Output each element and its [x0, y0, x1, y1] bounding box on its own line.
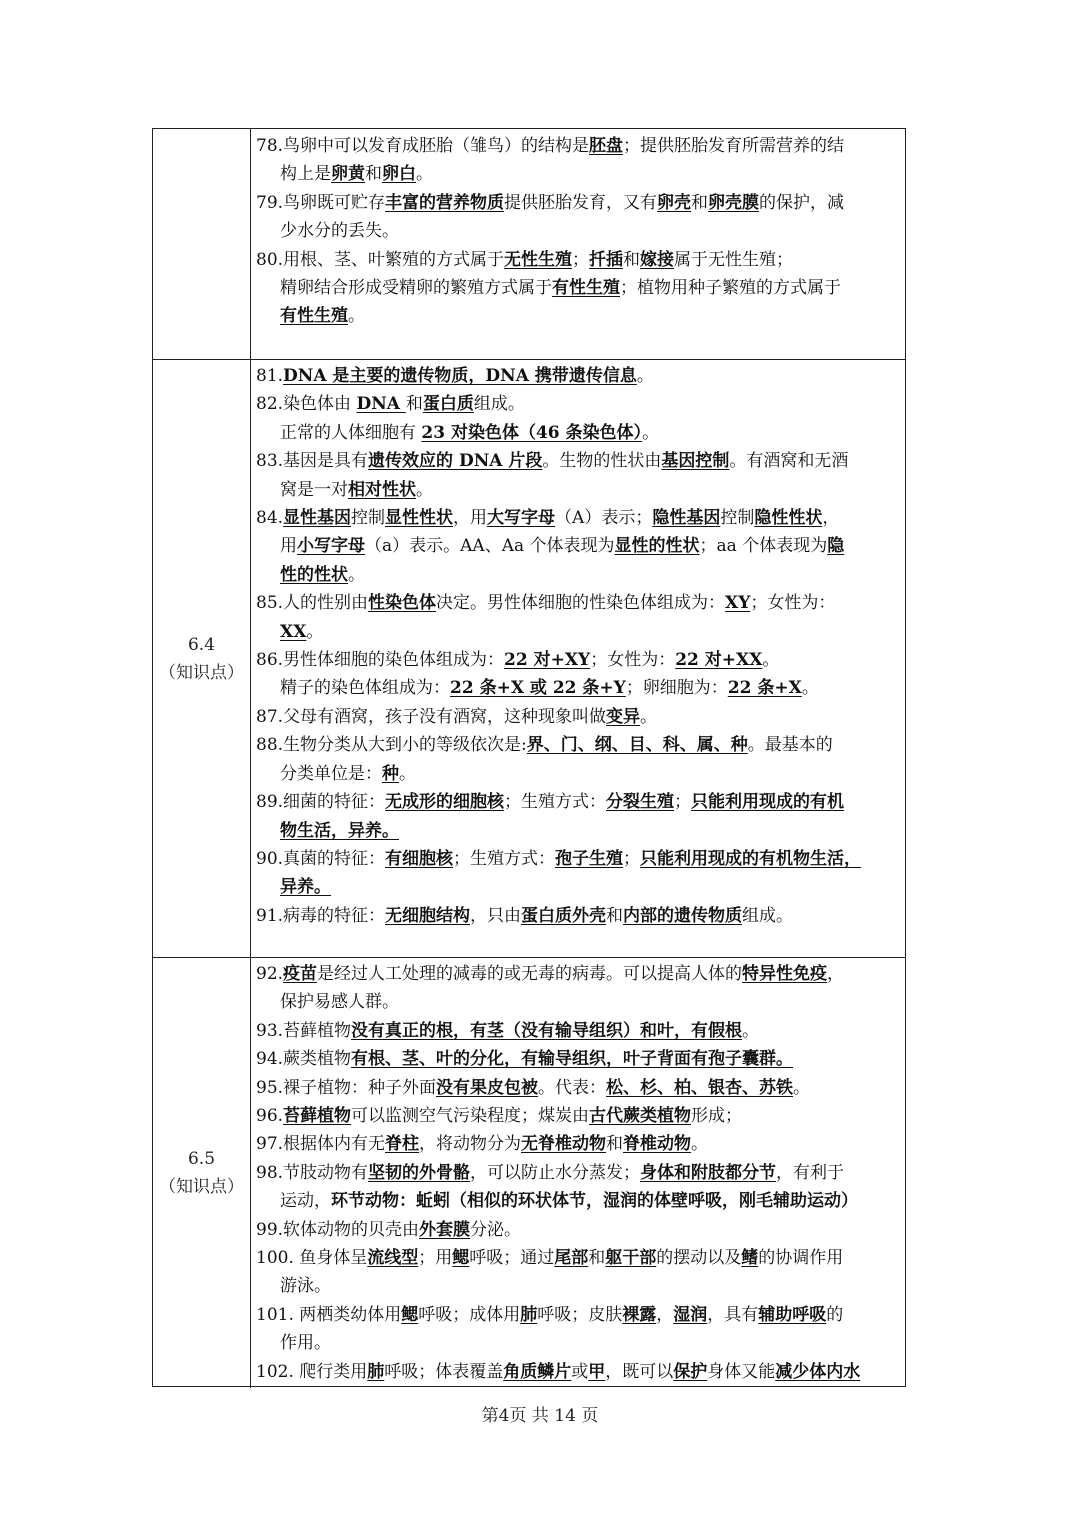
text-segment: 决定。男性体细胞的性染色体组成为：: [436, 593, 726, 614]
text-segment: ，既可以: [605, 1361, 674, 1382]
key-term: 隐性基因: [652, 508, 721, 529]
item-line: [256, 817, 903, 845]
text-segment: 的保护，减: [759, 192, 845, 213]
key-term: 蛋白质: [422, 394, 474, 415]
text-segment: 和: [623, 249, 641, 270]
text-segment: 82.染色体由: [256, 394, 357, 415]
key-term: 隐: [827, 536, 845, 557]
key-term: 22 对+XX: [675, 650, 763, 671]
text-segment: 。: [691, 1134, 709, 1155]
row-label-cell: [153, 958, 251, 1388]
knowledge-item: [252, 390, 905, 447]
key-term: 无成形的细胞核: [385, 792, 505, 813]
text-segment: 形成；: [691, 1106, 743, 1127]
text-segment: 精子的染色体组成为：: [280, 678, 450, 699]
item-line: [256, 1159, 903, 1187]
knowledge-item: [252, 1216, 905, 1244]
key-term: 外套膜: [419, 1219, 471, 1240]
text-segment: ；: [674, 792, 692, 813]
table-row: [153, 958, 905, 1388]
item-line: [256, 189, 903, 217]
key-term: 湿润: [673, 1304, 708, 1325]
text-segment: 87.父母有酒窝，孩子没有酒窝，这种现象叫做: [256, 706, 607, 727]
text-segment: ，有利于: [776, 1162, 845, 1183]
text-segment: 和: [606, 905, 624, 926]
key-term: 无性生殖: [504, 249, 573, 270]
item-line: [256, 731, 903, 759]
text-segment: 身体又能: [707, 1361, 776, 1382]
key-term: 小写字母: [297, 536, 365, 557]
text-segment: 构上是: [280, 164, 331, 185]
key-term: 鳍: [741, 1248, 759, 1269]
knowledge-item: [252, 362, 905, 390]
item-line: [256, 532, 903, 560]
key-term: 异养。: [280, 877, 331, 898]
text-segment: 80.用根、茎、叶繁殖的方式属于: [256, 249, 505, 270]
text-segment: 94.蕨类植物: [256, 1049, 352, 1070]
text-segment: ；女性为：: [750, 593, 836, 614]
key-term: 嫁接: [640, 249, 675, 270]
item-line: [256, 902, 903, 930]
knowledge-item: [252, 1244, 905, 1301]
knowledge-item: [252, 902, 905, 930]
text-segment: 保护易感人群。: [280, 992, 399, 1013]
key-term: 流线型: [367, 1248, 419, 1269]
text-segment: 运动，: [280, 1191, 331, 1212]
text-segment: 99.软体动物的贝壳由: [256, 1219, 420, 1240]
text-segment: 作用。: [280, 1333, 331, 1354]
key-term: 只能利用现成的有机物生活，: [640, 848, 862, 869]
key-term: 大写字母: [487, 508, 556, 529]
key-term: 辅助呼吸: [758, 1304, 827, 1325]
text-segment: 控制: [720, 508, 755, 529]
key-term: 变异: [606, 706, 641, 727]
knowledge-table: [152, 128, 906, 1387]
text-segment: 。: [399, 763, 416, 784]
text-segment: 呼吸；通过: [469, 1248, 555, 1269]
item-line: [256, 1301, 903, 1329]
text-segment: ；植物用种子繁殖的方式属于: [620, 278, 841, 299]
key-term: 蛋白质外壳: [521, 905, 607, 926]
text-segment: ；提供胚胎发育所需营养的结: [623, 136, 845, 156]
key-term: 有性生殖: [552, 278, 620, 299]
text-segment: 86.男性体细胞的染色体组成为：: [256, 650, 505, 671]
key-term: 有根、茎、叶的分化，有输导组织，叶子背面有孢子囊群。: [351, 1049, 794, 1070]
text-segment: ；女性为：: [590, 650, 676, 671]
key-term: 内部的遗传物质: [623, 905, 743, 926]
knowledge-item: [252, 703, 905, 731]
text-segment: 或: [571, 1361, 589, 1382]
key-term: 疫苗: [283, 964, 318, 984]
key-term: 性染色体: [368, 593, 437, 614]
knowledge-item: [252, 1102, 905, 1130]
text-segment: 100. 鱼身体呈: [256, 1248, 368, 1269]
item-line: [256, 760, 903, 788]
text-segment: 正常的人体细胞有: [280, 422, 422, 443]
text-segment: ；卵细胞为：: [625, 678, 728, 699]
item-line: [256, 1017, 903, 1045]
text-segment: 84.: [256, 508, 284, 529]
text-segment: ；生殖方式：: [453, 848, 556, 869]
text-segment: 用: [280, 536, 297, 557]
text-segment: 属于无性生殖；: [674, 249, 794, 270]
text-segment: 分类单位是：: [280, 763, 382, 784]
text-segment: 呼吸；成体用: [418, 1304, 521, 1325]
item-line: [256, 1216, 903, 1244]
text-segment: 少水分的丢失。: [280, 221, 399, 242]
item-line: [256, 788, 903, 816]
knowledge-item: [252, 132, 905, 189]
knowledge-item: [252, 1017, 905, 1045]
key-term: DNA: [356, 394, 406, 415]
item-line: [256, 1045, 903, 1073]
text-segment: 。: [801, 678, 819, 699]
row-label-cell: [153, 129, 251, 359]
knowledge-item: [252, 788, 905, 845]
row-content-cell: [252, 360, 905, 957]
key-term: 23 对染色体（46 条染色体）: [421, 422, 643, 443]
text-segment: ，用: [453, 508, 488, 529]
text-segment: 81.: [256, 366, 284, 386]
text-segment: 。: [416, 479, 433, 500]
text-segment: 97.根据体内有无: [256, 1134, 386, 1155]
section-number: 6.5: [187, 1149, 216, 1169]
knowledge-item: [252, 731, 905, 788]
key-term: 松、杉、柏、银杏、苏铁: [606, 1077, 794, 1098]
item-line: [256, 988, 903, 1016]
text-segment: 游泳。: [280, 1276, 331, 1297]
knowledge-item: [252, 447, 905, 504]
key-term: 躯干部: [605, 1248, 657, 1269]
knowledge-item: [252, 1045, 905, 1073]
key-term: 显性性状: [385, 508, 454, 529]
key-term: XY: [725, 593, 751, 614]
text-segment: 91.病毒的特征：: [256, 905, 386, 926]
knowledge-item: [252, 960, 905, 1017]
key-term: 显性的性状: [614, 536, 700, 557]
key-term: 卵壳: [657, 192, 692, 213]
key-term: 基因控制: [661, 451, 730, 472]
text-segment: 92.: [256, 964, 284, 984]
row-label-cell: [153, 360, 251, 957]
knowledge-item: [252, 1074, 905, 1102]
key-term: 种: [382, 763, 399, 784]
key-term: 甲: [588, 1361, 606, 1382]
key-term: 22 条+X: [727, 678, 802, 699]
key-term: 裸露: [622, 1304, 657, 1325]
text-segment: 是经过人工处理的减毒的或无毒的病毒。可以提高人体的: [317, 964, 743, 984]
knowledge-item: [252, 1301, 905, 1358]
text-segment: 呼吸；体表覆盖: [384, 1361, 504, 1382]
item-line: [256, 246, 903, 274]
text-segment: 的摆动以及: [656, 1248, 742, 1269]
key-term: 孢子生殖: [555, 848, 624, 869]
item-line: [256, 1074, 903, 1102]
item-line: [256, 447, 903, 475]
text-segment: 。: [636, 366, 654, 386]
text-segment: 。: [640, 706, 658, 727]
item-line: [256, 160, 903, 188]
section-sublabel: （知识点）: [159, 1177, 244, 1197]
text-segment: （A）表示；: [555, 508, 653, 529]
text-segment: 98.节肢动物有: [256, 1162, 369, 1183]
text-segment: 提供胚胎发育，又有: [504, 192, 658, 213]
item-line: [256, 845, 903, 873]
text-segment: 。: [348, 564, 365, 585]
text-segment: 组成。: [473, 394, 525, 415]
text-segment: 101. 两栖类幼体用: [256, 1304, 402, 1325]
key-term: 丰富的营养物质: [385, 192, 505, 213]
key-term: 胚盘: [589, 136, 624, 156]
text-segment: （a）表示。AA、Aa 个体表现为: [365, 536, 615, 557]
key-term: 分裂生殖: [606, 792, 675, 813]
text-segment: 。: [762, 650, 780, 671]
text-segment: ，: [656, 1304, 674, 1325]
text-segment: 。最基本的: [747, 735, 833, 756]
item-line: [256, 561, 903, 589]
key-term: 卵壳膜: [708, 192, 760, 213]
key-term: 角质鳞片: [503, 1361, 572, 1382]
item-line: [256, 1130, 903, 1158]
item-line: [256, 703, 903, 731]
item-line: [256, 217, 903, 245]
item-line: [256, 646, 903, 674]
section-sublabel: （知识点）: [159, 662, 244, 683]
key-term: 22 条+X 或 22 条+Y: [450, 678, 626, 699]
key-term: XX: [280, 621, 307, 642]
text-segment: 可以监测空气污染程度；煤炭由: [351, 1106, 590, 1127]
row-content-cell: [252, 129, 905, 359]
text-segment: 和: [588, 1248, 606, 1269]
text-segment: 78.鸟卵中可以发育成胚胎（雏鸟）的结构是: [256, 136, 590, 156]
text-segment: 。: [793, 1077, 811, 1098]
text-segment: 。: [416, 164, 433, 185]
table-row: [153, 360, 905, 958]
table-row: [153, 129, 905, 360]
text-segment: ，只由: [470, 905, 522, 926]
text-segment: 95.裸子植物：种子外面: [256, 1077, 437, 1098]
text-segment: 96.: [256, 1106, 284, 1127]
item-line: [256, 362, 903, 390]
text-segment: 90.真菌的特征：: [256, 848, 386, 869]
knowledge-item: [252, 189, 905, 246]
text-segment: 和: [365, 164, 382, 185]
key-term: 卵白: [382, 164, 416, 185]
key-term: 尾部: [554, 1248, 589, 1269]
item-line: [256, 1187, 903, 1215]
item-line: [256, 504, 903, 532]
item-line: [256, 1329, 903, 1357]
key-term: 没有真正的根，有茎（没有输导组织）和叶，有假根: [351, 1020, 743, 1041]
key-term: 没有果皮包被: [436, 1077, 539, 1098]
item-line: [256, 674, 903, 702]
text-segment: 的: [826, 1304, 844, 1325]
key-term: 遗传效应的 DNA 片段: [368, 451, 543, 472]
text-segment: 。: [742, 1020, 760, 1041]
key-term: 卵黄: [331, 164, 365, 185]
text-segment: 。: [642, 422, 660, 443]
text-segment: 的协调作用: [758, 1248, 844, 1269]
key-term: 坚韧的外骨骼: [368, 1162, 471, 1183]
text-segment: 呼吸；皮肤: [537, 1304, 623, 1325]
key-term: 环节动物：蚯蚓（相似的环状体节，湿润的体壁呼吸，刚毛辅助运动）: [331, 1191, 858, 1212]
text-segment: 79.鸟卵既可贮存: [256, 192, 386, 213]
text-segment: ，: [822, 508, 840, 529]
text-segment: ；生殖方式：: [504, 792, 607, 813]
knowledge-item: [252, 845, 905, 902]
item-line: [256, 274, 903, 302]
text-segment: 和: [606, 1134, 624, 1155]
key-term: 只能利用现成的有机: [691, 792, 845, 813]
item-line: [256, 476, 903, 504]
text-segment: 102. 爬行类用: [256, 1361, 368, 1382]
key-term: 减少体内水: [775, 1361, 861, 1382]
text-segment: 。有酒窝和无酒: [729, 451, 849, 472]
text-segment: 89.细菌的特征：: [256, 792, 386, 813]
item-line: [256, 873, 903, 901]
text-segment: ，可以防止水分蒸发；: [470, 1162, 641, 1183]
text-segment: ；用: [418, 1248, 453, 1269]
text-segment: 88.生物分类从大到小的等级依次是:: [256, 735, 527, 756]
key-term: 无细胞结构: [385, 905, 471, 926]
key-term: 物生活，异养。: [280, 820, 399, 841]
knowledge-item: [252, 504, 905, 589]
key-term: DNA 是主要的遗传物质，DNA 携带遗传信息: [283, 366, 637, 386]
item-line: [256, 1244, 903, 1272]
item-line: [256, 618, 903, 646]
key-term: 苔藓植物: [283, 1106, 352, 1127]
text-segment: ；: [572, 249, 590, 270]
key-term: 鳃: [452, 1248, 470, 1269]
item-line: [256, 589, 903, 617]
text-segment: 精卵结合形成受精卵的繁殖方式属于: [280, 278, 552, 299]
row-content-cell: [252, 958, 905, 1388]
item-line: [256, 390, 903, 418]
knowledge-item: [252, 646, 905, 703]
item-line: [256, 1358, 903, 1386]
key-term: 22 对+XY: [504, 650, 591, 671]
text-segment: 93.苔藓植物: [256, 1020, 352, 1041]
key-term: 脊椎动物: [623, 1134, 692, 1155]
key-term: 鳃: [401, 1304, 419, 1325]
knowledge-item: [252, 246, 905, 331]
key-term: 肺: [520, 1304, 538, 1325]
text-segment: 83.基因是具有: [256, 451, 369, 472]
item-line: [256, 132, 903, 160]
item-line: [256, 1102, 903, 1130]
text-segment: ；aa 个体表现为: [699, 536, 828, 557]
key-term: 扦插: [589, 249, 624, 270]
knowledge-item: [252, 1159, 905, 1216]
key-term: 性的性状: [280, 564, 348, 585]
key-term: 有性生殖: [280, 306, 348, 327]
page-footer: 第4页 共 14 页: [481, 1406, 599, 1426]
key-term: 身体和附肢都分节: [640, 1162, 777, 1183]
text-segment: 组成。: [742, 905, 794, 926]
key-term: 肺: [367, 1361, 385, 1382]
text-segment: 和: [691, 192, 709, 213]
text-segment: ，: [827, 964, 845, 984]
text-segment: 85.人的性别由: [256, 593, 369, 614]
key-term: 显性基因: [283, 508, 352, 529]
key-term: 有细胞核: [385, 848, 454, 869]
text-segment: 。生物的性状由: [542, 451, 662, 472]
item-line: [256, 419, 903, 447]
key-term: 特异性免疫: [742, 964, 828, 984]
text-segment: ，具有: [707, 1304, 759, 1325]
key-term: 界、门、纲、目、科、属、种: [526, 735, 748, 756]
text-segment: 。代表：: [538, 1077, 607, 1098]
knowledge-item: [252, 1358, 905, 1386]
key-term: 保护: [673, 1361, 708, 1382]
key-term: 隐性性状: [754, 508, 823, 529]
text-segment: 分泌。: [470, 1219, 522, 1240]
knowledge-item: [252, 589, 905, 646]
text-segment: 和: [405, 394, 423, 415]
text-segment: 窝是一对: [280, 479, 348, 500]
knowledge-item: [252, 1130, 905, 1158]
key-term: 古代蕨类植物: [589, 1106, 692, 1127]
key-term: 脊柱: [385, 1134, 420, 1155]
item-line: [256, 1272, 903, 1300]
text-segment: 。: [306, 621, 324, 642]
key-term: 无脊椎动物: [521, 1134, 607, 1155]
text-segment: 控制: [351, 508, 386, 529]
key-term: 相对性状: [348, 479, 416, 500]
item-line: [256, 960, 903, 988]
text-segment: ，将动物分为: [419, 1134, 522, 1155]
section-number: 6.4: [187, 634, 216, 655]
text-segment: ；: [623, 848, 641, 869]
text-segment: 。: [348, 306, 365, 327]
item-line: [256, 302, 903, 330]
